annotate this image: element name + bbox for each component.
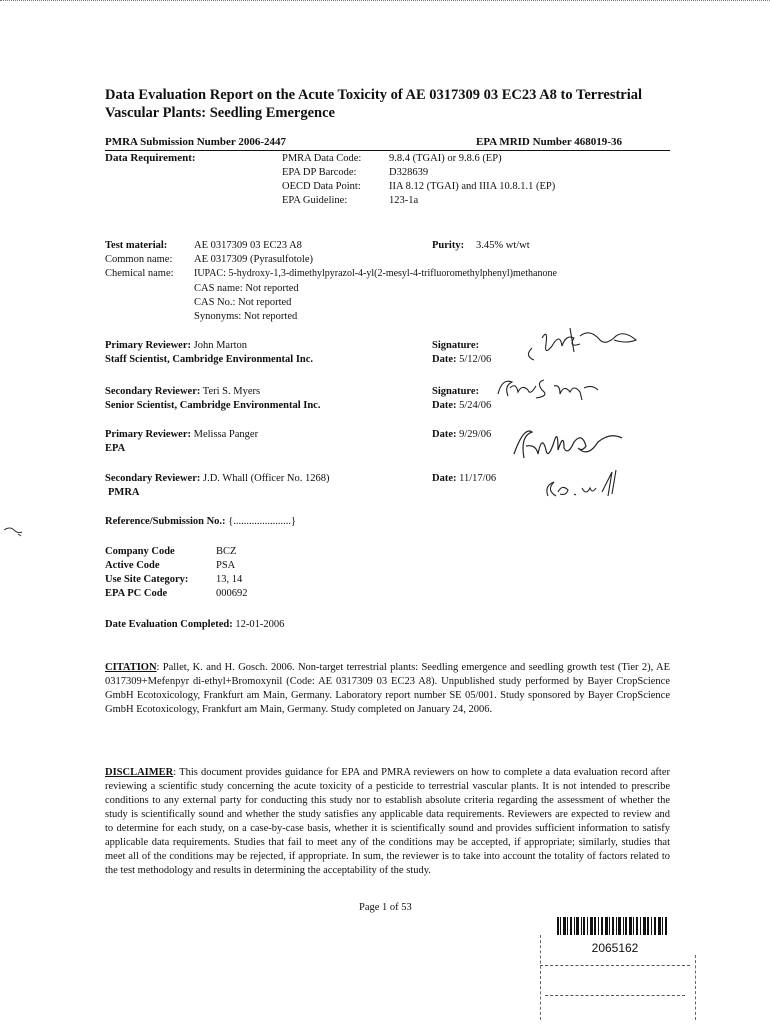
reference-submission: Reference/Submission No.: {......................}	[105, 516, 297, 527]
reviewer-4	[105, 473, 329, 484]
oecd-data-point-label: OECD Data Point:	[282, 181, 361, 192]
chemical-name-value: IUPAC: 5-hydroxy-1,3-dimethylpyrazol-4-yl(2-mesyl-4-trifluoromethylphenyl)methanone	[194, 268, 557, 279]
cas-number: CAS No.: Not reported	[194, 297, 292, 308]
reviewer-4-signature	[540, 466, 640, 506]
reviewer-2	[105, 386, 260, 397]
report-title-line1: Data Evaluation Report on the Acute Toxicity of AE 0317309 03 EC23 A8 to Terrestrial	[105, 87, 643, 103]
report-title-line2: Vascular Plants: Seedling Emergence	[105, 105, 335, 121]
active-code-value: PSA	[216, 560, 236, 571]
disclaimer-paragraph	[105, 766, 670, 878]
reviewer-1-role: Primary Reviewer:	[105, 340, 191, 351]
dashed-rule	[540, 965, 690, 966]
data-requirement-label: Data Requirement:	[105, 152, 196, 164]
reviewer-2-signature-label: Signature:	[432, 386, 480, 397]
company-code-value: BCZ	[216, 546, 237, 557]
citation-paragraph	[105, 661, 670, 717]
epa-dp-barcode-label: EPA DP Barcode:	[282, 167, 357, 178]
dashed-border-right	[695, 955, 696, 1020]
use-site-category-label: Use Site Category:	[105, 574, 189, 585]
test-material-label: Test material:	[105, 240, 168, 251]
epa-pc-code-value: 000692	[216, 588, 248, 599]
margin-scan-mark	[2, 522, 26, 540]
synonyms: Synonyms: Not reported	[194, 311, 298, 322]
report-title	[105, 86, 642, 122]
dashed-rule-2	[545, 995, 685, 996]
reviewer-2-affiliation: Senior Scientist, Cambridge Environmental Inc.	[105, 400, 321, 411]
citation-text: : Pallet, K. and H. Gosch. 2006. Non-target terrestrial plants: Seedling emergence and seedling growth test (Tier 2), AE 0317309+Mefenpyr di-ethyl+Bromoxynil (Code: AE 0317309 03 EC23 A8). Unpublished study performed by Bayer CropScience GmbH Ecotoxicology, Frankfurt am Main, Germany. Laboratory report number SE 05/001. Study sponsored by Bayer CropScience GmbH Ecotoxicology, Frankfurt am Main, Germany. Study completed on January 24, 2006.	[105, 662, 670, 715]
dashed-border-left	[540, 935, 541, 1020]
purity-value: 3.45% wt/wt	[476, 240, 530, 251]
common-name-label: Common name:	[105, 254, 173, 265]
reviewer-4-affiliation: PMRA	[108, 487, 140, 498]
active-code-label: Active Code	[105, 560, 160, 571]
epa-dp-barcode-value: D328639	[389, 167, 429, 178]
pmra-submission-number: PMRA Submission Number 2006-2447	[105, 136, 287, 148]
company-code-label: Company Code	[105, 546, 175, 557]
barcode-bars	[555, 915, 675, 937]
reviewer-2-date: Date: 5/24/06	[432, 400, 492, 411]
reviewer-2-role: Secondary Reviewer:	[105, 386, 201, 397]
reviewer-2-signature	[492, 374, 612, 404]
codes-labels	[105, 545, 188, 601]
reviewer-1-date: Date: 5/12/06	[432, 354, 492, 365]
document-barcode	[555, 915, 675, 955]
header-rule	[105, 150, 670, 151]
barcode-number: 2065162	[591, 941, 639, 955]
reviewer-4-role: Secondary Reviewer:	[105, 473, 201, 484]
scan-edge-noise	[0, 0, 770, 5]
reviewer-4-name: J.D. Whall (Officer No. 1268)	[202, 473, 330, 484]
purity-label: Purity:	[432, 240, 465, 251]
reviewer-3-affiliation: EPA	[105, 443, 126, 454]
reviewer-1-signature-label: Signature:	[432, 340, 480, 351]
data-code-labels	[282, 152, 361, 208]
reviewer-3-signature	[506, 420, 646, 470]
use-site-category-value: 13, 14	[216, 574, 243, 585]
reviewer-4-date: Date: 11/17/06	[432, 473, 497, 484]
oecd-data-point-value: IIA 8.12 (TGAI) and IIIA 10.8.1.1 (EP)	[389, 181, 556, 192]
reviewer-2-name: Teri S. Myers	[202, 386, 261, 397]
epa-guideline-label: EPA Guideline:	[282, 195, 348, 206]
test-material-value: AE 0317309 03 EC23 A8	[194, 240, 302, 251]
reviewer-3	[105, 429, 258, 440]
disclaimer-text: : This document provides guidance for EPA and PMRA reviewers on how to complete a data evaluation record after reviewing a scientific study concerning the acute toxicity of a pesticide to terrestrial vascular plants. It is not intended to prescribe conditions to any external party for conducting this study nor to establish absolute criteria regarding the assessment of whether the study is scientifically sound and whether the study satisfies any applicable data requirements. Reviewers are expected to review and to determine for each study, on a case-by-case basis, whether it is scientifically sound and provides sufficient information to satisfy applicable data requirements. Studies that fail to meet any of the conditions may be accepted, if appropriate; similarly, studies that meet all of the conditions may be rejected, if appropriate. In sum, the reviewer is to take into account the totality of factors related to the test methodology and results in determining the acceptability of the study.	[105, 767, 670, 876]
epa-mrid-number: EPA MRID Number 468019-36	[476, 136, 622, 148]
codes-values	[216, 545, 248, 601]
reviewer-1-name: John Marton	[193, 340, 247, 351]
chemical-name-label: Chemical name:	[105, 268, 174, 279]
reviewer-1	[105, 340, 247, 351]
reviewer-1-signature	[520, 320, 660, 365]
epa-guideline-value: 123-1a	[389, 195, 419, 206]
cas-name: CAS name: Not reported	[194, 283, 299, 294]
reviewer-1-affiliation: Staff Scientist, Cambridge Environmental Inc.	[105, 354, 314, 365]
pmra-data-code-value: 9.8.4 (TGAI) or 9.8.6 (EP)	[389, 153, 502, 164]
disclaimer-label: DISCLAIMER	[105, 767, 174, 778]
citation-label: CITATION	[105, 662, 157, 673]
page-number: Page 1 of 53	[359, 902, 412, 913]
epa-pc-code-label: EPA PC Code	[105, 588, 168, 599]
reviewer-3-role: Primary Reviewer:	[105, 429, 191, 440]
common-name-value: AE 0317309 (Pyrasulfotole)	[194, 254, 313, 265]
reviewer-3-name: Melissa Panger	[193, 429, 259, 440]
date-evaluation-completed: Date Evaluation Completed: 12-01-2006	[105, 619, 285, 630]
reviewer-3-date: Date: 9/29/06	[432, 429, 492, 440]
data-code-values	[389, 152, 555, 208]
pmra-data-code-label: PMRA Data Code:	[282, 153, 362, 164]
